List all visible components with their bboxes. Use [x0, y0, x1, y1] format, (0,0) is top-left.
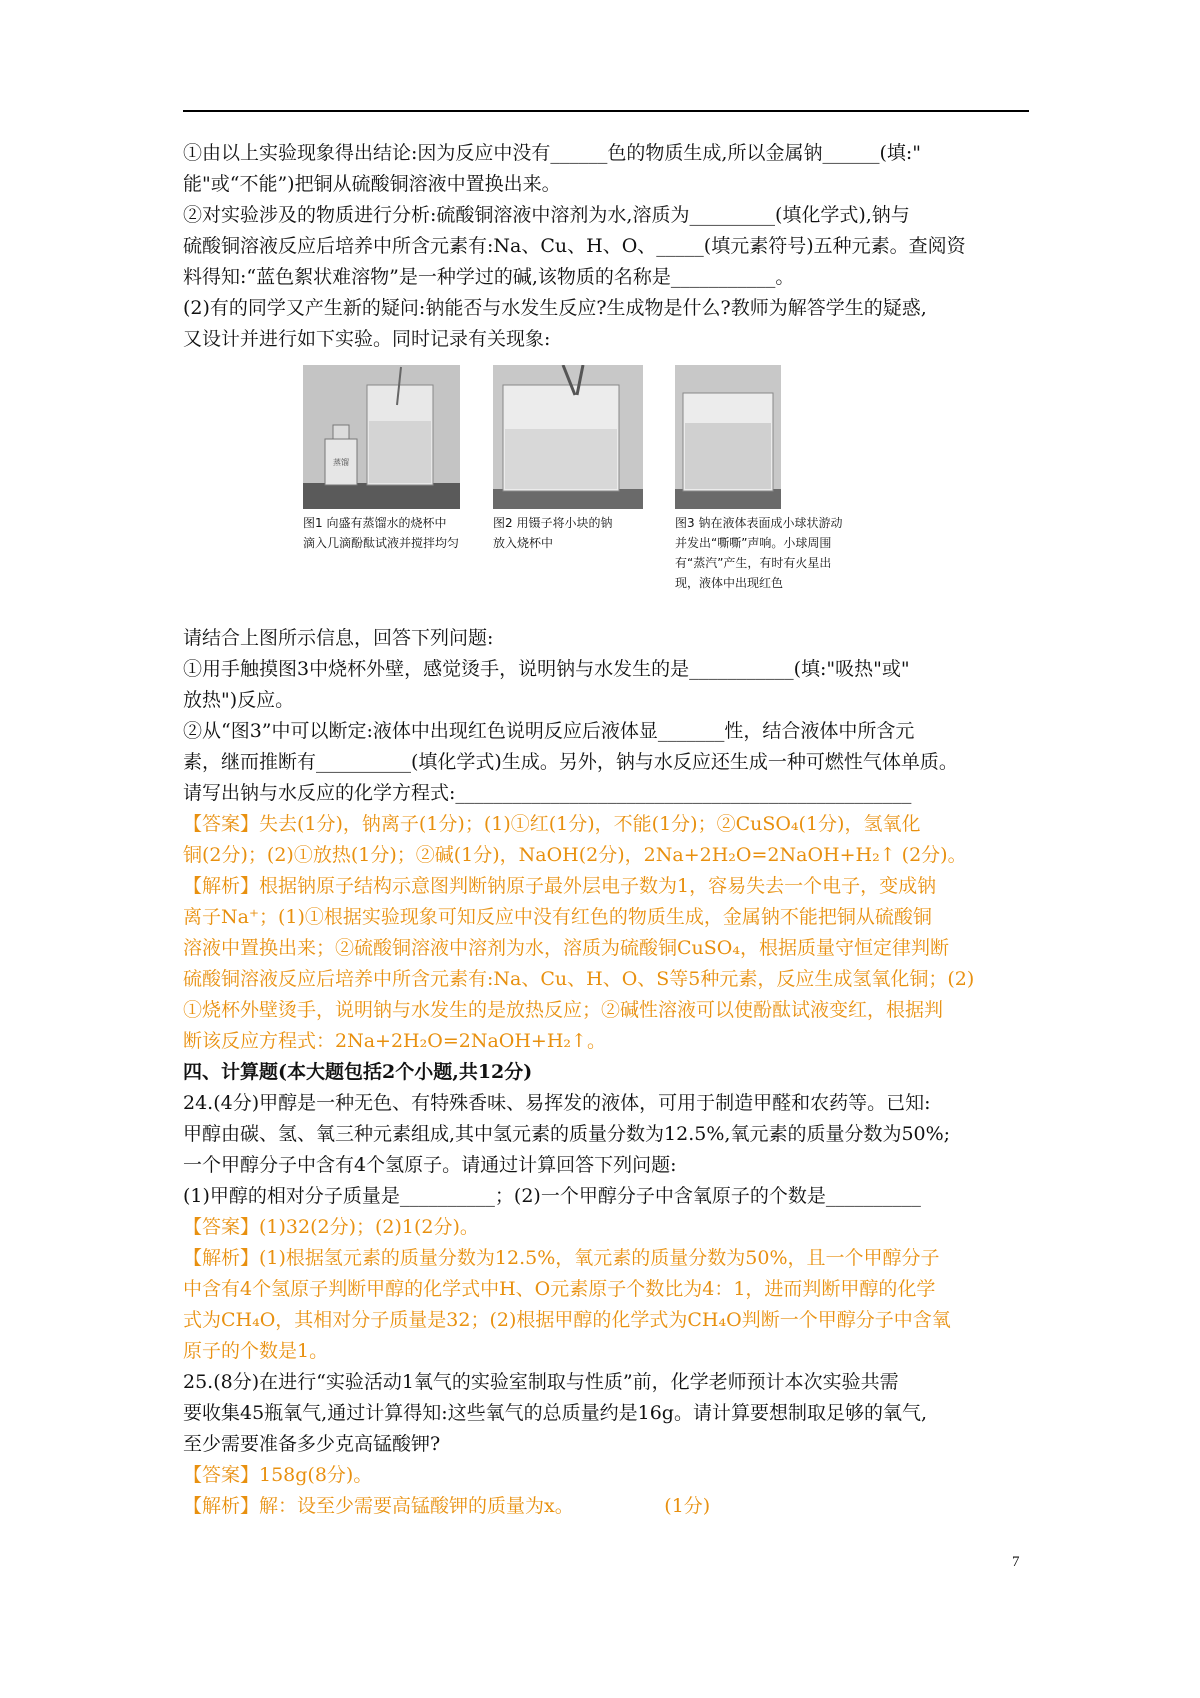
text-line: 又设计并进行如下实验。同时记录有关现象: [183, 328, 551, 350]
figure-2-caption: 图2 用镊子将小块的钠 放入烧杯中 [493, 516, 613, 550]
answer-line: 【答案】失去(1分)，钠离子(1分)；(1)①红(1分)，不能(1分)；②CuSO₄(1分)，氢氧化 [183, 813, 921, 835]
analysis-line: 溶液中置换出来；②硫酸铜溶液中溶剂为水，溶质为硫酸铜CuSO₄，根据质量守恒定律判断 [183, 937, 949, 959]
text-line: 请写出钠与水反应的化学方程式:________________________________________________ [183, 782, 912, 804]
text-line: 请结合上图所示信息，回答下列问题: [183, 627, 494, 649]
figure-2 [493, 365, 643, 553]
bottle-label: 蒸馏 [333, 458, 349, 467]
text-line: 料得知:“蓝色絮状难溶物”是一种学过的碱,该物质的名称是___________。 [183, 266, 795, 288]
text-line: ②从“图3”中可以断定:液体中出现红色说明反应后液体显_______性，结合液体中所含元 [183, 720, 915, 742]
question-25-line: 要收集45瓶氧气,通过计算得知:这些氧气的总质量约是16g。请计算要想制取足够的氧气, [183, 1402, 927, 1424]
text-line: ①由以上实验现象得出结论:因为反应中没有______色的物质生成,所以金属钠______(填:" [183, 142, 921, 164]
analysis-line: 离子Na⁺；(1)①根据实验现象可知反应中没有红色的物质生成，金属钠不能把铜从硫酸铜 [183, 906, 932, 928]
analysis-24-line: 原子的个数是1。 [183, 1340, 329, 1362]
question-24-line: 甲醇由碳、氢、氧三种元素组成,其中氢元素的质量分数为12.5%,氧元素的质量分数为50%; [183, 1123, 951, 1145]
question-24-line: 一个甲醇分子中含有4个氢原子。请通过计算回答下列问题: [183, 1154, 677, 1176]
text-line: 能"或“不能”)把铜从硫酸铜溶液中置换出来。 [183, 173, 561, 195]
answer-24: 【答案】(1)32(2分)；(2)1(2分)。 [183, 1216, 479, 1238]
figure-2-photo [493, 365, 643, 509]
header-rule [183, 110, 1029, 112]
question-24-line: 24.(4分)甲醇是一种无色、有特殊香味、易挥发的液体，可用于制造甲醛和农药等。已知: [183, 1092, 931, 1114]
question-25-line: 25.(8分)在进行“实验活动1氧气的实验室制取与性质”前，化学老师预计本次实验共需 [183, 1371, 899, 1393]
figure-3 [675, 365, 842, 593]
analysis-line: 断该反应方程式：2Na+2H₂O=2NaOH+H₂↑。 [183, 1030, 606, 1052]
figure-3-photo [675, 365, 781, 509]
question-24-line: (1)甲醇的相对分子质量是__________；(2)一个甲醇分子中含氧原子的个数是__________ [183, 1185, 921, 1207]
text-line: 硫酸铜溶液反应后培养中所含元素有:Na、Cu、H、O、_____(填元素符号)五种元素。查阅资 [183, 235, 966, 257]
analysis-line: 【解析】根据钠原子结构示意图判断钠原子最外层电子数为1，容易失去一个电子，变成钠 [183, 875, 937, 897]
figure-1-photo [303, 365, 460, 509]
text-line: (2)有的同学又产生新的疑问:钠能否与水发生反应?生成物是什么?教师为解答学生的疑惑, [183, 297, 927, 319]
analysis-line: ①烧杯外壁烫手，说明钠与水发生的是放热反应；②碱性溶液可以使酚酞试液变红，根据判 [183, 999, 944, 1021]
text-line: ②对实验涉及的物质进行分析:硫酸铜溶液中溶剂为水,溶质为_________(填化学式),钠与 [183, 204, 910, 226]
analysis-24-line: 式为CH₄O，其相对分子质量是32；(2)根据甲醇的化学式为CH₄O判断一个甲醇分子中含氧 [183, 1309, 951, 1331]
figure-3-caption: 图3 钠在液体表面成小球状游动 并发出“嘶嘶”声响。小球周围 有“蒸汽”产生，有时有火星出 现，液体中出现红色 [675, 516, 843, 590]
text-line: 放热")反应。 [183, 689, 295, 711]
answer-line: 铜(2分)；(2)①放热(1分)；②碱(1分)，NaOH(2分)，2Na+2H₂O=2NaOH+H₂↑ (2分)。 [183, 844, 967, 866]
analysis-24-line: 中含有4个氢原子判断甲醇的化学式中H、O元素原子个数比为4：1，进而判断甲醇的化学 [183, 1278, 936, 1300]
figure-1 [303, 365, 460, 553]
analysis-24-line: 【解析】(1)根据氢元素的质量分数为12.5%，氧元素的质量分数为50%，且一个甲醇分子 [183, 1247, 940, 1269]
analysis-line: 硫酸铜溶液反应后培养中所含元素有:Na、Cu、H、O、S等5种元素，反应生成氢氧化铜；(2) [183, 968, 975, 990]
analysis-25: 【解析】解：设至少需要高锰酸钾的质量为x。 (1分) [183, 1495, 711, 1517]
question-25-line: 至少需要准备多少克高锰酸钾? [183, 1433, 441, 1455]
document-body [183, 138, 1029, 1522]
figure-1-caption: 图1 向盛有蒸馏水的烧杯中 滴入几滴酚酞试液并搅拌均匀 [303, 516, 460, 550]
page-number: 7 [1012, 1554, 1020, 1570]
section-heading: 四、计算题(本大题包括2个小题,共12分) [183, 1061, 533, 1083]
experiment-figures [183, 365, 1029, 619]
answer-25: 【答案】158g(8分)。 [183, 1464, 373, 1486]
text-line: 素，继而推断有__________(填化学式)生成。另外，钠与水反应还生成一种可燃性气体单质。 [183, 751, 958, 773]
text-line: ①用手触摸图3中烧杯外壁，感觉烫手，说明钠与水发生的是___________(填:"吸热"或" [183, 658, 910, 680]
